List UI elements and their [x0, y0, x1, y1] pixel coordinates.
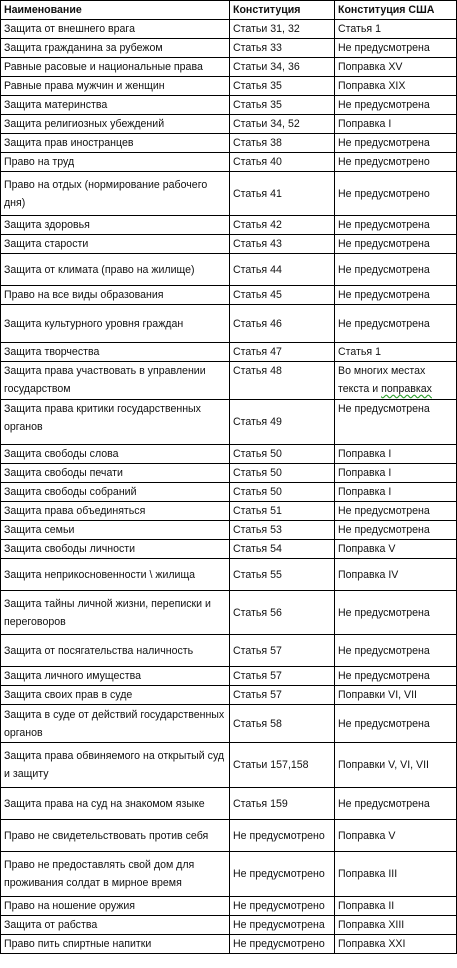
table-row — [1, 96, 457, 115]
cell-constitution: Статья 35 — [230, 96, 335, 115]
cell-usa-constitution: Поправка V — [335, 540, 457, 559]
table-row — [1, 254, 457, 286]
cell-constitution: Статья 56 — [230, 591, 335, 635]
cell-usa-constitution: Не предусмотрена — [335, 521, 457, 540]
cell-name: Защита в суде от действий государственных органов — [1, 705, 230, 743]
cell-name: Защита прав иностранцев — [1, 134, 230, 153]
cell-name: Право на все виды образования — [1, 286, 230, 305]
table-row — [1, 134, 457, 153]
cell-constitution: Статья 57 — [230, 635, 335, 667]
cell-constitution: Статьи 34, 52 — [230, 115, 335, 134]
cell-constitution: Статья 45 — [230, 286, 335, 305]
cell-constitution: Статья 53 — [230, 521, 335, 540]
table-row — [1, 483, 457, 502]
cell-constitution: Статья 47 — [230, 343, 335, 362]
cell-name: Защита свободы собраний — [1, 483, 230, 502]
cell-constitution: Не предусмотрено — [230, 897, 335, 916]
table-row — [1, 540, 457, 559]
table-row — [1, 852, 457, 897]
cell-name: Защита свободы личности — [1, 540, 230, 559]
cell-usa-constitution: Поправка XV — [335, 58, 457, 77]
cell-usa-constitution: Поправка XIX — [335, 77, 457, 96]
cell-constitution: Статья 57 — [230, 686, 335, 705]
table-row — [1, 235, 457, 254]
cell-usa-constitution: Не предусмотрено — [335, 172, 457, 216]
cell-usa-constitution: Поправки V, VI, VII — [335, 743, 457, 788]
table-row — [1, 788, 457, 820]
cell-usa-constitution: Не предусмотрена — [335, 667, 457, 686]
cell-constitution: Статьи 157,158 — [230, 743, 335, 788]
cell-name: Защита права критики государственных органов — [1, 400, 230, 445]
cell-usa-constitution: Не предусмотрена — [335, 286, 457, 305]
cell-constitution: Статьи 34, 36 — [230, 58, 335, 77]
table-row — [1, 521, 457, 540]
cell-name: Равные расовые и национальные права — [1, 58, 230, 77]
cell-name: Защита своих прав в суде — [1, 686, 230, 705]
table-row — [1, 286, 457, 305]
cell-name: Защита тайны личной жизни, переписки и переговоров — [1, 591, 230, 635]
table-row — [1, 591, 457, 635]
cell-usa-constitution: Поправка I — [335, 445, 457, 464]
cell-name: Защита культурного уровня граждан — [1, 305, 230, 343]
cell-constitution: Статья 41 — [230, 172, 335, 216]
table-row — [1, 305, 457, 343]
table-row — [1, 502, 457, 521]
cell-name: Защита материнства — [1, 96, 230, 115]
cell-usa-constitution: Поправка XIII — [335, 916, 457, 935]
spellcheck-underlined-word: поправках — [381, 383, 432, 395]
table-row — [1, 20, 457, 39]
cell-constitution: Не предусмотрена — [230, 916, 335, 935]
cell-usa-constitution: Поправка IV — [335, 559, 457, 591]
cell-name: Защита от посягательства наличность — [1, 635, 230, 667]
cell-constitution: Статья 55 — [230, 559, 335, 591]
cell-name: Защита от рабства — [1, 916, 230, 935]
cell-name: Защита от внешнего врага — [1, 20, 230, 39]
cell-constitution: Статья 48 — [230, 362, 335, 400]
table-row — [1, 667, 457, 686]
cell-usa-constitution: Не предусмотрена — [335, 400, 457, 445]
cell-usa-constitution: Не предусмотрена — [335, 591, 457, 635]
cell-constitution: Статья 38 — [230, 134, 335, 153]
cell-usa-constitution: Не предусмотрена — [335, 502, 457, 521]
cell-constitution: Не предусмотрено — [230, 820, 335, 852]
cell-usa-constitution: Не предусмотрена — [335, 216, 457, 235]
cell-usa-constitution: Поправка I — [335, 483, 457, 502]
table-row — [1, 897, 457, 916]
cell-usa-constitution — [335, 362, 457, 400]
cell-name: Право пить спиртные напитки — [1, 935, 230, 954]
table-row — [1, 400, 457, 445]
cell-name: Защита творчества — [1, 343, 230, 362]
cell-constitution: Статья 35 — [230, 77, 335, 96]
header-usa-constitution: Конституция США — [335, 1, 457, 20]
cell-usa-constitution: Не предусмотрена — [335, 96, 457, 115]
cell-usa-constitution: Поправка V — [335, 820, 457, 852]
header-row — [1, 1, 457, 20]
table-row — [1, 153, 457, 172]
cell-name: Защита неприкосновенности \ жилища — [1, 559, 230, 591]
cell-constitution: Статьи 31, 32 — [230, 20, 335, 39]
cell-constitution: Статья 159 — [230, 788, 335, 820]
cell-name: Защита гражданина за рубежом — [1, 39, 230, 58]
cell-constitution: Статья 49 — [230, 400, 335, 445]
header-ussr-constitution: Конституция — [230, 1, 335, 20]
cell-constitution: Статья 57 — [230, 667, 335, 686]
cell-usa-constitution: Поправка II — [335, 897, 457, 916]
table-row — [1, 916, 457, 935]
cell-constitution: Не предусмотрено — [230, 935, 335, 954]
table-row — [1, 77, 457, 96]
cell-name: Защита права на суд на знакомом языке — [1, 788, 230, 820]
cell-usa-constitution: Не предусмотрена — [335, 235, 457, 254]
table-row — [1, 362, 457, 400]
cell-name: Право не свидетельствовать против себя — [1, 820, 230, 852]
cell-constitution: Статья 46 — [230, 305, 335, 343]
cell-usa-text: Во многих местах текста и — [338, 365, 426, 395]
cell-constitution: Статья 43 — [230, 235, 335, 254]
cell-constitution: Статья 50 — [230, 464, 335, 483]
cell-constitution: Статья 51 — [230, 502, 335, 521]
table-body — [1, 20, 457, 954]
cell-name: Право на отдых (нормирование рабочего дня) — [1, 172, 230, 216]
cell-constitution: Статья 44 — [230, 254, 335, 286]
cell-name: Равные права мужчин и женщин — [1, 77, 230, 96]
table-row — [1, 39, 457, 58]
cell-name: Защита здоровья — [1, 216, 230, 235]
cell-usa-constitution: Не предусмотрена — [335, 39, 457, 58]
cell-usa-constitution: Статья 1 — [335, 20, 457, 39]
cell-name: Защита религиозных убеждений — [1, 115, 230, 134]
cell-constitution: Статья 42 — [230, 216, 335, 235]
table-row — [1, 686, 457, 705]
cell-name: Защита права участвовать в управлении государством — [1, 362, 230, 400]
cell-constitution: Статья 54 — [230, 540, 335, 559]
cell-usa-constitution: Статья 1 — [335, 343, 457, 362]
cell-usa-constitution: Не предусмотрена — [335, 254, 457, 286]
cell-constitution: Статья 33 — [230, 39, 335, 58]
cell-usa-constitution: Не предусмотрена — [335, 134, 457, 153]
cell-name: Защита права обвиняемого на открытый суд и защиту — [1, 743, 230, 788]
table-row — [1, 705, 457, 743]
table-row — [1, 935, 457, 954]
cell-name: Защита старости — [1, 235, 230, 254]
table-row — [1, 743, 457, 788]
cell-usa-constitution: Не предусмотрена — [335, 305, 457, 343]
cell-name: Право на ношение оружия — [1, 897, 230, 916]
cell-usa-constitution: Поправки VI, VII — [335, 686, 457, 705]
cell-constitution: Статья 50 — [230, 445, 335, 464]
cell-constitution: Не предусмотрено — [230, 852, 335, 897]
header-name: Наименование — [1, 1, 230, 20]
cell-constitution: Статья 50 — [230, 483, 335, 502]
table-row — [1, 216, 457, 235]
cell-constitution: Статья 58 — [230, 705, 335, 743]
table-row — [1, 172, 457, 216]
table-row — [1, 820, 457, 852]
table-row — [1, 58, 457, 77]
cell-name: Защита права объединяться — [1, 502, 230, 521]
cell-usa-constitution: Не предусмотрена — [335, 705, 457, 743]
cell-usa-constitution: Поправка III — [335, 852, 457, 897]
cell-name: Защита личного имущества — [1, 667, 230, 686]
cell-usa-constitution: Поправка XXI — [335, 935, 457, 954]
cell-name: Защита свободы печати — [1, 464, 230, 483]
cell-usa-constitution: Поправка I — [335, 115, 457, 134]
cell-name: Защита семьи — [1, 521, 230, 540]
cell-name: Право на труд — [1, 153, 230, 172]
table-row — [1, 464, 457, 483]
table-row — [1, 343, 457, 362]
table-row — [1, 115, 457, 134]
table-row — [1, 635, 457, 667]
table-row — [1, 445, 457, 464]
cell-usa-constitution: Не предусмотрена — [335, 635, 457, 667]
cell-name: Защита от климата (право на жилище) — [1, 254, 230, 286]
cell-usa-constitution: Поправка I — [335, 464, 457, 483]
cell-usa-constitution: Не предусмотрено — [335, 153, 457, 172]
cell-usa-constitution: Не предусмотрена — [335, 788, 457, 820]
cell-constitution: Статья 40 — [230, 153, 335, 172]
cell-name: Защита свободы слова — [1, 445, 230, 464]
table-row — [1, 559, 457, 591]
cell-name: Право не предоставлять свой дом для проживания солдат в мирное время — [1, 852, 230, 897]
